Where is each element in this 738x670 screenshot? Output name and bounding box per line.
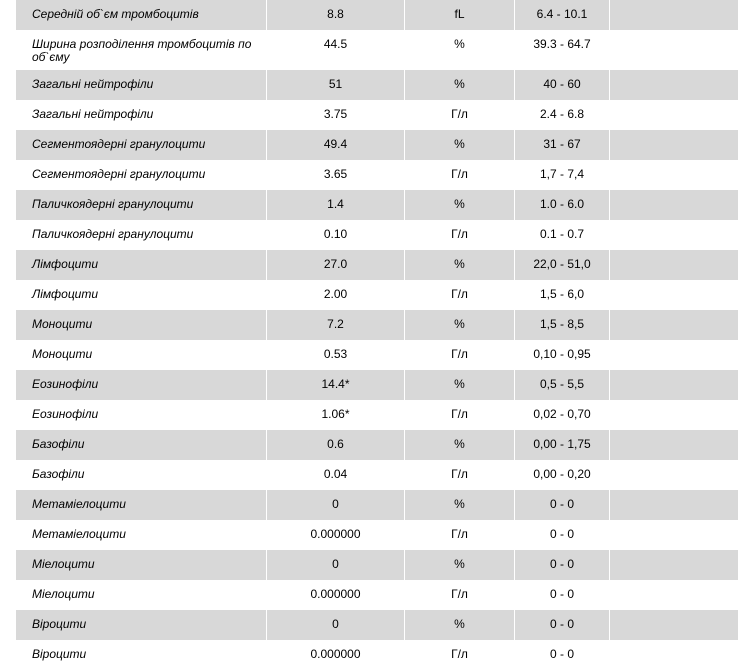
- result-value-cell: [267, 610, 405, 640]
- test-name-cell: [16, 0, 267, 30]
- reference-range: 1,5 - 6,0: [515, 280, 609, 301]
- result-value-cell: [267, 30, 405, 70]
- test-name-cell: [16, 30, 267, 70]
- unit: %: [405, 490, 514, 511]
- lab-results-table: [16, 0, 738, 670]
- unit-cell: [405, 130, 515, 160]
- reference-range: 0,00 - 1,75: [515, 430, 609, 451]
- unit: %: [405, 430, 514, 451]
- test-name: Еозинофіли: [16, 370, 266, 391]
- unit-cell: [405, 220, 515, 250]
- empty-cell: [610, 610, 738, 640]
- result-value: 14.4*: [267, 370, 404, 391]
- empty-cell: [610, 640, 738, 670]
- table-row: [16, 160, 738, 190]
- empty-cell: [610, 430, 738, 460]
- result-value-cell: [267, 0, 405, 30]
- result-value: 2.00: [267, 280, 404, 301]
- unit: fL: [405, 0, 514, 21]
- reference-range: 0,02 - 0,70: [515, 400, 609, 421]
- unit: Г/л: [405, 640, 514, 661]
- table-row: [16, 370, 738, 400]
- reference-range: 2.4 - 6.8: [515, 100, 609, 121]
- empty-cell: [610, 280, 738, 310]
- reference-range-cell: [515, 160, 610, 190]
- unit: %: [405, 70, 514, 91]
- reference-range: 40 - 60: [515, 70, 609, 91]
- empty-cell: [610, 250, 738, 280]
- empty-cell: [610, 30, 738, 70]
- unit-cell: [405, 580, 515, 610]
- result-value-cell: [267, 430, 405, 460]
- reference-range-cell: [515, 610, 610, 640]
- table-row: [16, 100, 738, 130]
- unit-cell: [405, 640, 515, 670]
- empty-cell: [610, 490, 738, 520]
- result-value: 3.75: [267, 100, 404, 121]
- unit: Г/л: [405, 340, 514, 361]
- test-name-cell: [16, 370, 267, 400]
- reference-range: 0 - 0: [515, 550, 609, 571]
- result-value-cell: [267, 400, 405, 430]
- test-name-cell: [16, 310, 267, 340]
- result-value-cell: [267, 580, 405, 610]
- unit-cell: [405, 100, 515, 130]
- unit-cell: [405, 550, 515, 580]
- test-name-cell: [16, 640, 267, 670]
- unit: Г/л: [405, 280, 514, 301]
- test-name-cell: [16, 460, 267, 490]
- result-value-cell: [267, 70, 405, 100]
- result-value: 51: [267, 70, 404, 91]
- test-name-cell: [16, 580, 267, 610]
- empty-cell: [610, 460, 738, 490]
- empty-cell: [610, 340, 738, 370]
- unit-cell: [405, 280, 515, 310]
- test-name-cell: [16, 430, 267, 460]
- reference-range: 1.0 - 6.0: [515, 190, 609, 211]
- reference-range-cell: [515, 370, 610, 400]
- empty-cell: [610, 70, 738, 100]
- reference-range: 6.4 - 10.1: [515, 0, 609, 21]
- test-name: Лімфоцити: [16, 280, 266, 301]
- test-name-cell: [16, 220, 267, 250]
- unit-cell: [405, 370, 515, 400]
- test-name: Паличкоядерні гранулоцити: [16, 190, 266, 211]
- table-row: [16, 460, 738, 490]
- result-value-cell: [267, 340, 405, 370]
- reference-range: 0.1 - 0.7: [515, 220, 609, 241]
- reference-range: 0 - 0: [515, 580, 609, 601]
- table-row: [16, 610, 738, 640]
- result-value-cell: [267, 490, 405, 520]
- reference-range-cell: [515, 340, 610, 370]
- result-value-cell: [267, 550, 405, 580]
- test-name: Базофіли: [16, 430, 266, 451]
- unit: %: [405, 310, 514, 331]
- reference-range-cell: [515, 430, 610, 460]
- test-name: Віроцити: [16, 610, 266, 631]
- test-name: Паличкоядерні гранулоцити: [16, 220, 266, 241]
- table-row: [16, 70, 738, 100]
- table-row: [16, 400, 738, 430]
- test-name: Віроцити: [16, 640, 266, 661]
- reference-range-cell: [515, 400, 610, 430]
- unit-cell: [405, 610, 515, 640]
- test-name: Загальні нейтрофіли: [16, 100, 266, 121]
- reference-range: 1,5 - 8,5: [515, 310, 609, 331]
- table-row: [16, 0, 738, 30]
- result-value-cell: [267, 220, 405, 250]
- table-row: [16, 550, 738, 580]
- unit-cell: [405, 460, 515, 490]
- test-name-cell: [16, 160, 267, 190]
- result-value-cell: [267, 370, 405, 400]
- result-value: 0: [267, 610, 404, 631]
- test-name: Моноцити: [16, 340, 266, 361]
- table-row: [16, 430, 738, 460]
- result-value: 44.5: [267, 30, 404, 51]
- empty-cell: [610, 130, 738, 160]
- empty-cell: [610, 400, 738, 430]
- empty-cell: [610, 220, 738, 250]
- reference-range-cell: [515, 520, 610, 550]
- unit-cell: [405, 0, 515, 30]
- unit: %: [405, 250, 514, 271]
- unit: Г/л: [405, 460, 514, 481]
- test-name-cell: [16, 610, 267, 640]
- result-value-cell: [267, 100, 405, 130]
- reference-range-cell: [515, 310, 610, 340]
- empty-cell: [610, 0, 738, 30]
- test-name: Моноцити: [16, 310, 266, 331]
- table-row: [16, 30, 738, 70]
- result-value: 0.10: [267, 220, 404, 241]
- result-value: 0: [267, 550, 404, 571]
- result-value: 1.4: [267, 190, 404, 211]
- unit-cell: [405, 430, 515, 460]
- reference-range-cell: [515, 30, 610, 70]
- unit: Г/л: [405, 400, 514, 421]
- reference-range-cell: [515, 550, 610, 580]
- empty-cell: [610, 160, 738, 190]
- test-name: Міелоцити: [16, 550, 266, 571]
- test-name-cell: [16, 130, 267, 160]
- reference-range: 0,5 - 5,5: [515, 370, 609, 391]
- result-value-cell: [267, 250, 405, 280]
- table-row: [16, 280, 738, 310]
- unit-cell: [405, 400, 515, 430]
- reference-range-cell: [515, 250, 610, 280]
- reference-range-cell: [515, 460, 610, 490]
- table-row: [16, 640, 738, 670]
- test-name-cell: [16, 280, 267, 310]
- test-name: Ширина розподілення тромбоцитів по об`єму: [16, 30, 266, 64]
- reference-range-cell: [515, 70, 610, 100]
- result-value-cell: [267, 160, 405, 190]
- test-name-cell: [16, 400, 267, 430]
- table-row: [16, 130, 738, 160]
- unit-cell: [405, 70, 515, 100]
- result-value-cell: [267, 460, 405, 490]
- result-value: 0.04: [267, 460, 404, 481]
- unit: Г/л: [405, 520, 514, 541]
- reference-range-cell: [515, 0, 610, 30]
- test-name: Базофіли: [16, 460, 266, 481]
- empty-cell: [610, 520, 738, 550]
- unit: %: [405, 30, 514, 51]
- reference-range: 0,10 - 0,95: [515, 340, 609, 361]
- result-value: 8.8: [267, 0, 404, 21]
- test-name: Метаміелоцити: [16, 490, 266, 511]
- empty-cell: [610, 580, 738, 610]
- test-name-cell: [16, 340, 267, 370]
- unit-cell: [405, 340, 515, 370]
- reference-range: 0,00 - 0,20: [515, 460, 609, 481]
- reference-range: 0 - 0: [515, 520, 609, 541]
- test-name: Еозинофіли: [16, 400, 266, 421]
- result-value-cell: [267, 280, 405, 310]
- reference-range: 31 - 67: [515, 130, 609, 151]
- reference-range: 39.3 - 64.7: [515, 30, 609, 51]
- test-name: Сегментоядерні гранулоцити: [16, 160, 266, 181]
- unit-cell: [405, 30, 515, 70]
- reference-range-cell: [515, 220, 610, 250]
- reference-range-cell: [515, 580, 610, 610]
- unit: Г/л: [405, 100, 514, 121]
- unit: %: [405, 130, 514, 151]
- result-value-cell: [267, 310, 405, 340]
- result-value: 49.4: [267, 130, 404, 151]
- test-name: Середній об`єм тромбоцитів: [16, 0, 266, 21]
- unit-cell: [405, 520, 515, 550]
- result-value-cell: [267, 130, 405, 160]
- unit-cell: [405, 190, 515, 220]
- table-row: [16, 490, 738, 520]
- test-name-cell: [16, 100, 267, 130]
- unit: %: [405, 610, 514, 631]
- test-name: Лімфоцити: [16, 250, 266, 271]
- result-value: 1.06*: [267, 400, 404, 421]
- table-row: [16, 250, 738, 280]
- unit: Г/л: [405, 220, 514, 241]
- test-name-cell: [16, 490, 267, 520]
- test-name: Міелоцити: [16, 580, 266, 601]
- lab-results-body: [16, 0, 738, 670]
- table-row: [16, 340, 738, 370]
- unit: Г/л: [405, 580, 514, 601]
- empty-cell: [610, 310, 738, 340]
- result-value: 0.000000: [267, 640, 404, 661]
- reference-range-cell: [515, 280, 610, 310]
- reference-range-cell: [515, 100, 610, 130]
- unit: %: [405, 550, 514, 571]
- test-name: Метаміелоцити: [16, 520, 266, 541]
- result-value: 0.000000: [267, 580, 404, 601]
- reference-range: 1,7 - 7,4: [515, 160, 609, 181]
- table-row: [16, 310, 738, 340]
- result-value: 3.65: [267, 160, 404, 181]
- test-name-cell: [16, 70, 267, 100]
- test-name-cell: [16, 250, 267, 280]
- unit: %: [405, 190, 514, 211]
- reference-range-cell: [515, 490, 610, 520]
- empty-cell: [610, 190, 738, 220]
- test-name-cell: [16, 550, 267, 580]
- unit-cell: [405, 310, 515, 340]
- unit-cell: [405, 160, 515, 190]
- table-row: [16, 220, 738, 250]
- unit: %: [405, 370, 514, 391]
- unit-cell: [405, 250, 515, 280]
- test-name: Загальні нейтрофіли: [16, 70, 266, 91]
- reference-range: 0 - 0: [515, 490, 609, 511]
- result-value: 0.53: [267, 340, 404, 361]
- reference-range-cell: [515, 640, 610, 670]
- result-value: 7.2: [267, 310, 404, 331]
- result-value: 0.6: [267, 430, 404, 451]
- empty-cell: [610, 100, 738, 130]
- test-name-cell: [16, 190, 267, 220]
- unit: Г/л: [405, 160, 514, 181]
- reference-range: 0 - 0: [515, 610, 609, 631]
- reference-range: 0 - 0: [515, 640, 609, 661]
- unit-cell: [405, 490, 515, 520]
- result-value-cell: [267, 190, 405, 220]
- empty-cell: [610, 550, 738, 580]
- test-name-cell: [16, 520, 267, 550]
- test-name: Сегментоядерні гранулоцити: [16, 130, 266, 151]
- result-value-cell: [267, 640, 405, 670]
- result-value: 0: [267, 490, 404, 511]
- table-row: [16, 520, 738, 550]
- result-value-cell: [267, 520, 405, 550]
- result-value: 27.0: [267, 250, 404, 271]
- reference-range-cell: [515, 190, 610, 220]
- table-row: [16, 580, 738, 610]
- empty-cell: [610, 370, 738, 400]
- result-value: 0.000000: [267, 520, 404, 541]
- reference-range: 22,0 - 51,0: [515, 250, 609, 271]
- table-row: [16, 190, 738, 220]
- reference-range-cell: [515, 130, 610, 160]
